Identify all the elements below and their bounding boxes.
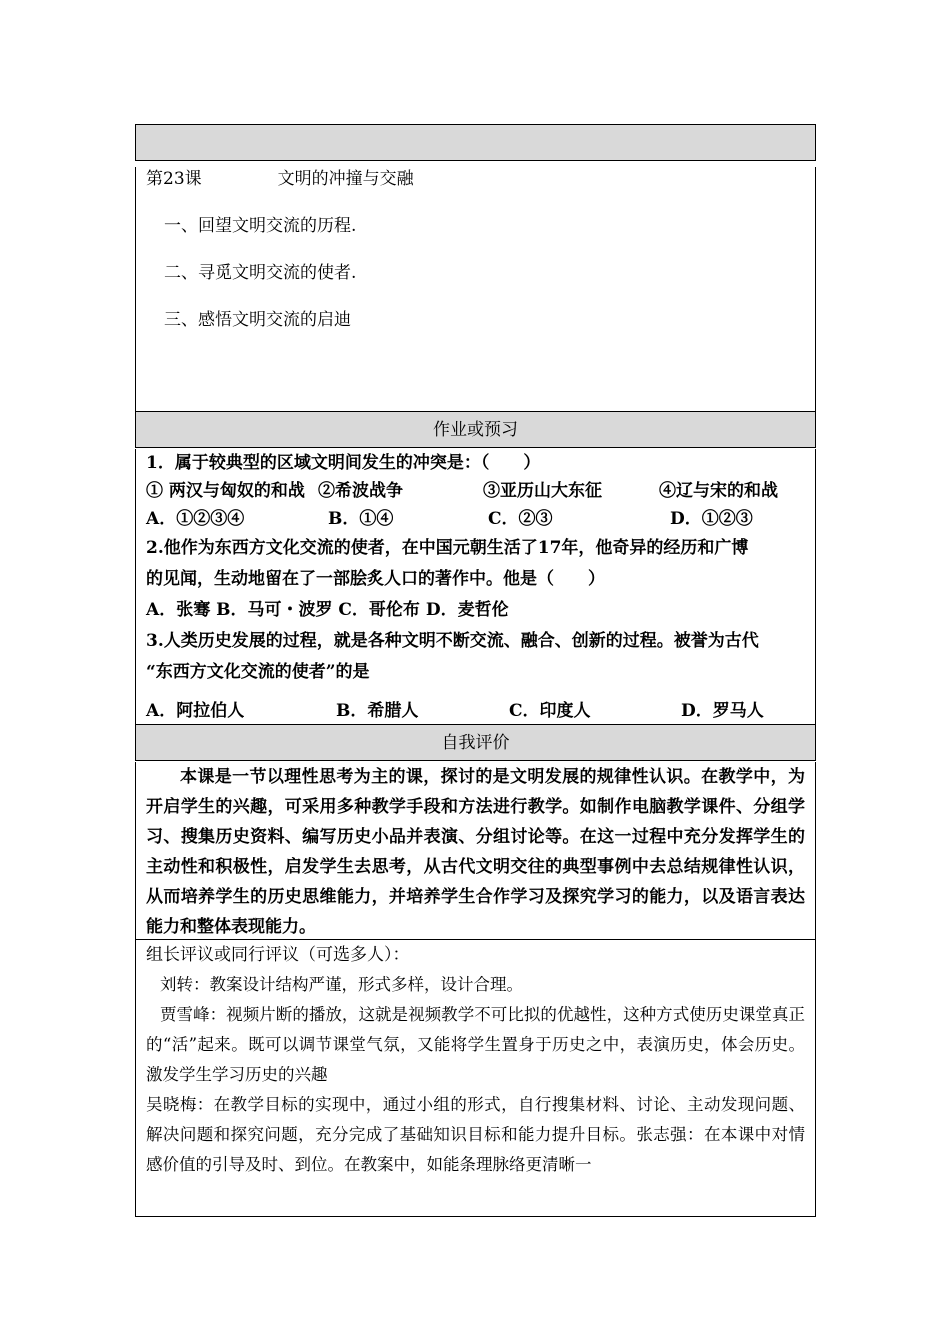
lesson-number: 第23课 [146,169,202,189]
q3-option-b: B．希腊人 [336,701,419,721]
question-3-line-1: 3.人类历史发展的过程，就是各种文明不断交流、融合、创新的过程。被誉为古代 [146,631,759,651]
q1-item-3: ③亚历山大东征 [483,481,602,501]
self-eval-heading: 自我评价 [135,725,816,761]
self-eval-body: 本课是一节以理性思考为主的课，探讨的是文明发展的规律性认识。在教学中，为开启学生的兴趣，可采用多种教学手段和方法进行教学。如制作电脑教学课件、分组学习、搜集历史资料、编写历史小品并表演、分组讨论等。在这一过程中充分发挥学生的主动性和积极性，启发学生去思考，从古代文明交往的典型事例中去总结规律性认识，从而培养学生的历史思维能力，并培养学生合作学习及探究学习的能力，以及语言表达能力和整体表现能力。 [146,767,805,937]
homework-heading: 作业或预习 [135,412,816,448]
lesson-plan-table [135,124,816,1217]
lesson-section [135,167,816,412]
q1-option-b: B．①④ [328,509,394,529]
table-header-bar [135,124,816,161]
q3-option-d: D．罗马人 [681,701,764,721]
question-2-options: A．张骞 B．马可・波罗 C．哥伦布 D．麦哲伦 [146,600,509,620]
question-1: 1．属于较典型的区域文明间发生的冲突是：（ ） [146,453,541,473]
question-1-items [146,477,805,505]
q1-item-1: ① 两汉与匈奴的和战 [146,481,305,501]
question-3-line-2: “东西方文化交流的使者”的是 [146,662,370,682]
question-1-options [146,505,805,533]
q1-item-4: ④辽与宋的和战 [659,481,778,501]
topic-1: 一、回望文明交流的历程. [164,216,357,236]
q3-option-a: A．阿拉伯人 [146,701,245,721]
q1-option-c: C．②③ [488,509,553,529]
peer-comment-3: 吴晓梅：在教学目标的实现中，通过小组的形式，自行搜集材料、讨论、主动发现问题、解决问题和探究问题，充分完成了基础知识目标和能力提升目标。张志强：在本课中对情感价值的引导及时、到位。在教案中，如能条理脉络更清晰一 [146,1095,805,1174]
question-2-line-1: 2.他作为东西方文化交流的使者，在中国元朝生活了17年，他奇异的经历和广博 [146,538,749,558]
question-2-line-2: 的见闻，生动地留在了一部脍炙人口的著作中。他是（ ） [146,569,605,589]
q3-option-c: C．印度人 [509,701,591,721]
question-3-options [146,697,805,725]
q1-item-2: ②希波战争 [318,481,403,501]
q1-option-d: D．①②③ [670,509,753,529]
peer-comment-1: 刘转：教案设计结构严谨，形式多样，设计合理。 [160,975,523,994]
q1-option-a: A．①②③④ [146,509,245,529]
topic-3: 三、感悟文明交流的启迪 [164,310,351,330]
homework-section [135,449,816,725]
self-eval-section [135,762,816,940]
peer-review-section [135,940,816,1217]
lesson-title-line [146,167,805,191]
lesson-title: 文明的冲撞与交融 [277,169,414,189]
peer-comment-2: 贾雪峰：视频片断的播放，这就是视频教学不可比拟的优越性，这种方式使历史课堂真正的“活”起来。既可以调节课堂气氛，又能将学生置身于历史之中，表演历史，体会历史。激发学生学习历史的兴趣 [146,1005,805,1084]
peer-review-heading: 组长评议或同行评议（可选多人）： [146,945,410,965]
topic-2: 二、寻觅文明交流的使者. [164,263,357,283]
